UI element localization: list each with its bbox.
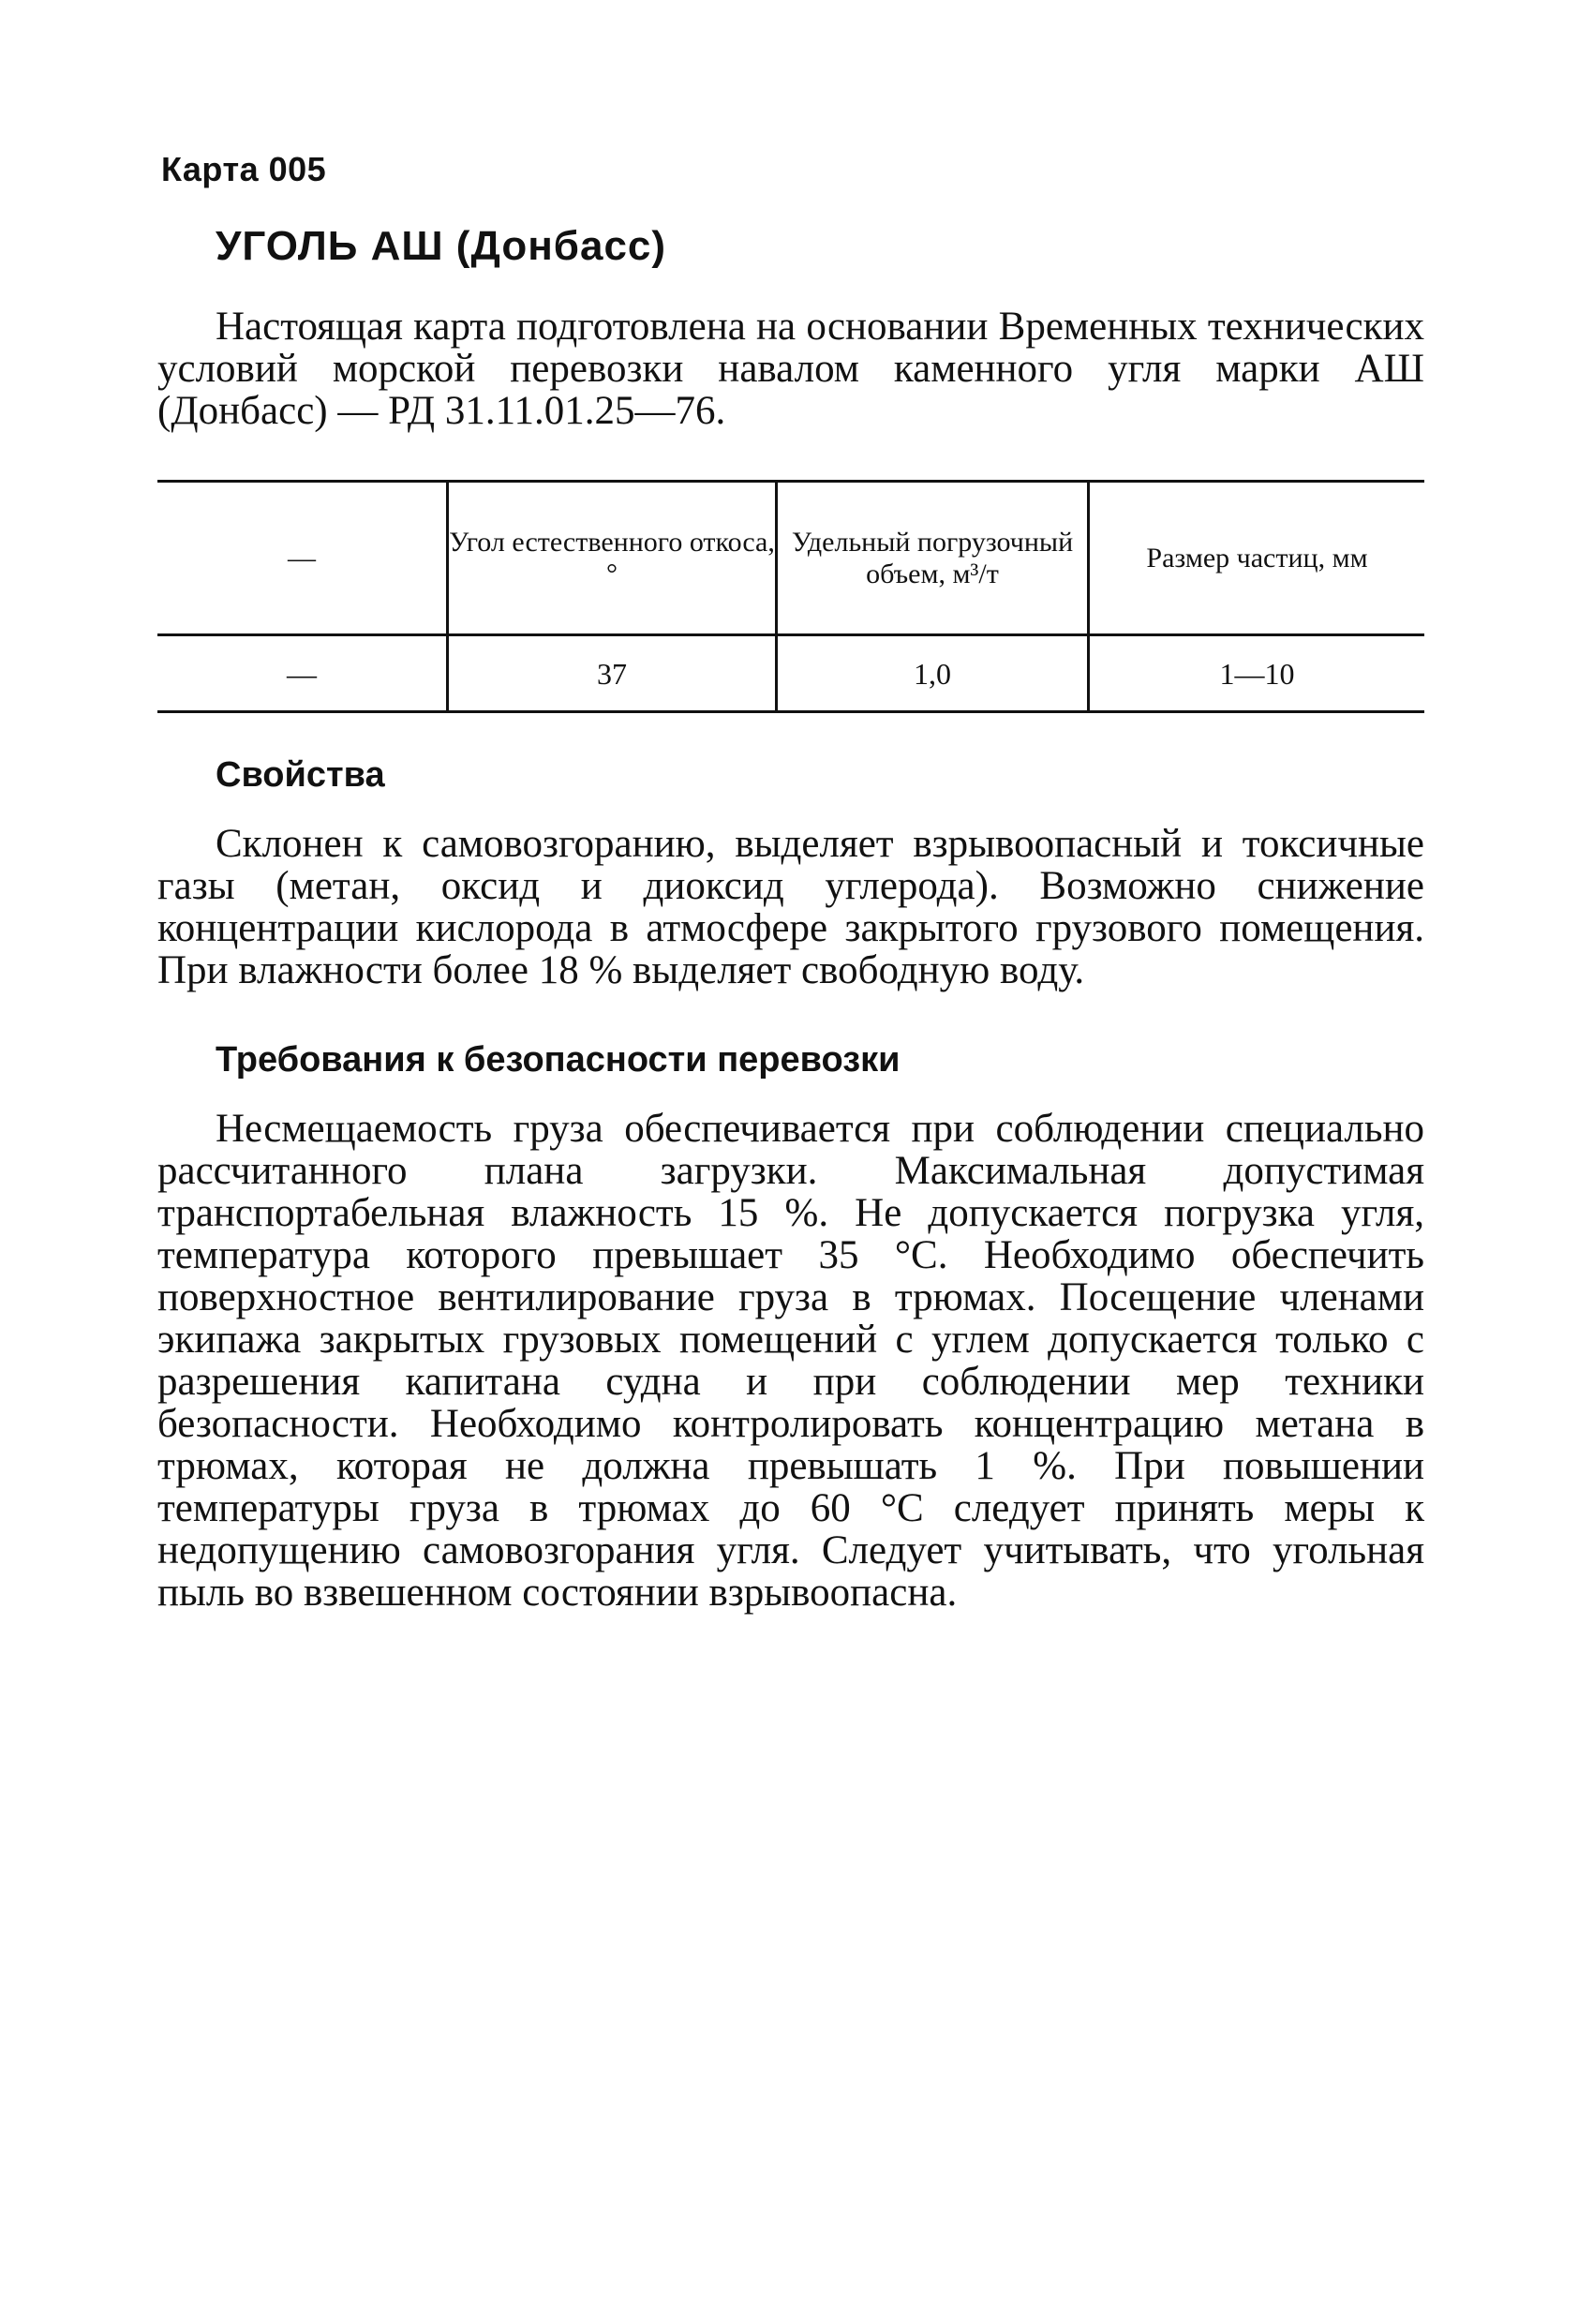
- table-cell: 1—10: [1219, 656, 1295, 691]
- card-number: Карта 005: [161, 150, 327, 188]
- table-header-cell: Размер частиц, мм: [1146, 542, 1368, 574]
- table-header-cell: —: [288, 542, 316, 574]
- page-title: УГОЛЬ АШ (Донбасс): [216, 223, 667, 269]
- intro-paragraph: Настоящая карта подготовлена на основании Временных технических условий морской перевозки навалом каменного угля марки АШ (Донбасс) — РД 31.11.01.25—76.: [157, 305, 1424, 433]
- table-bottom-rule: [157, 710, 1424, 713]
- safety-paragraph: Несмещаемость груза обеспечивается при соблюдении специально рассчитанного плана загрузки. Максимальная допустимая транспортабельная влажность 15 %. Не допускается погрузка угля, температура которого превышает 35 °С. Необходимо обеспечить поверхностное вентилирование груза в трюмах. Посещение членами экипажа закрытых грузовых помещений с углем допускается только с разрешения капитана судна и при соблюдении мер техники безопасности. Необходимо контролировать концентрацию метана в трюмах, которая не должна превышать 1 %. При повышении температуры груза в трюмах до 60 °С следует принять меры к недопущению самовозгорания угля. Следует учитывать, что угольная пыль во взвешенном состоянии взрывоопасна.: [157, 1107, 1424, 1615]
- table-cell: 37: [597, 656, 627, 691]
- safety-heading: Требования к безопасности перевозки: [216, 1040, 901, 1080]
- properties-paragraph: Склонен к самовозгоранию, выделяет взрывоопасный и токсичные газы (метан, оксид и диоксид углерода). Возможно снижение концентрации кислорода в атмосфере закрытого грузового помещения. При влажности более 18 % выделяет свободную воду.: [157, 822, 1424, 992]
- table-header-cell: Удельный погрузочный объем, м³/т: [791, 526, 1074, 589]
- table-cell: 1,0: [914, 656, 951, 691]
- table-cell: —: [287, 656, 317, 691]
- table-header-cell: Угол естественного откоса, °: [449, 526, 775, 589]
- properties-table: [157, 480, 1424, 716]
- properties-heading: Свойства: [216, 755, 385, 795]
